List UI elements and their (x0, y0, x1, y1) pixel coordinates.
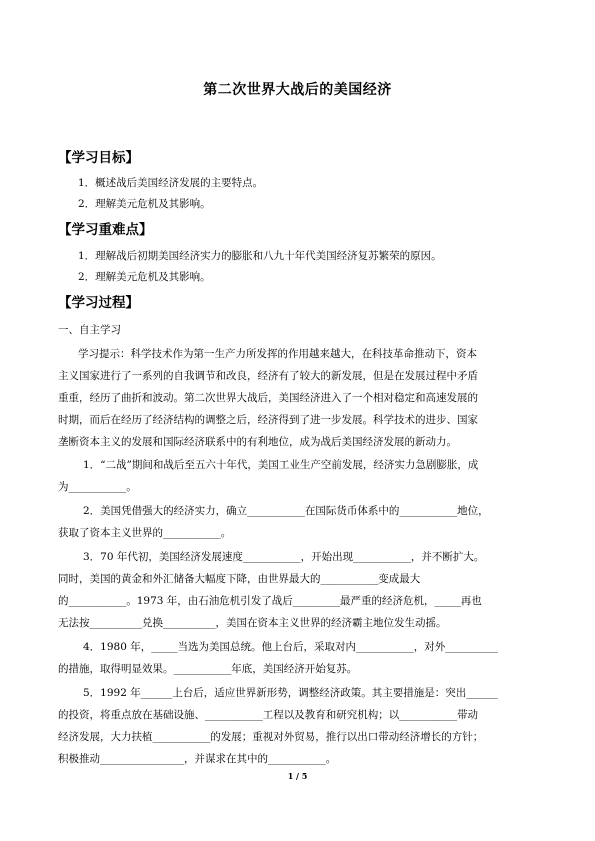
paragraph-line: 主义国家进行了一系列的自我调节和改良，经济有了较大的新发展，但是在发展过程中矛盾 (58, 370, 478, 382)
question-line: 无法按__________兑换__________，美国在资本主义世界的经济霸主地位发生动摇。 (58, 617, 447, 629)
question-line: 1．“二战”期间和战后至五六十年代，美国工业生产空前发展，经济实力急剧膨胀，成 (83, 459, 479, 471)
section-heading-key-points: 【学习重难点】 (58, 222, 153, 238)
question-line: 同时，美国的黄金和外汇储备大幅度下降，由世界最大的___________变成最大 (58, 573, 421, 585)
question-line: 为___________。 (58, 481, 137, 493)
question-line: 的___________。1973 年，由石油危机引发了战后_________最严重的经济危机，_____再也 (58, 595, 482, 607)
section-heading-process: 【学习过程】 (58, 295, 139, 311)
question-line: 经济发展，大力扶植___________的发展；重视对外贸易，推行以出口带动经济增长的方针； (58, 731, 484, 743)
process-subheading: 一、自主学习 (58, 324, 121, 336)
goal-item: 2．理解美元危机及其影响。 (78, 198, 211, 210)
key-point-item: 1．理解战后初期美国经济实力的膨胀和八九十年代美国经济复苏繁荣的原因。 (78, 250, 442, 262)
page-number: 1 / 5 (287, 771, 308, 781)
paragraph-line: 学习提示：科学技术作为第一生产力所发挥的作用越来越大，在科技革命推动下，资本 (78, 348, 477, 360)
question-line: 5．1992 年______上台后，适应世界新形势，调整经济政策。其主要措施是：突出______ (83, 687, 498, 699)
question-line: 积极推动________________，并谋求在其中的___________。 (58, 753, 337, 765)
question-line: 获取了资本主义世界的___________。 (58, 527, 232, 539)
key-point-item: 2．理解美元危机及其影响。 (78, 271, 211, 283)
paragraph-line: 时期，而后在经历了经济结构的调整之后，经济得到了进一步发展。科学技术的进步、国家 (58, 414, 478, 426)
page-title: 第二次世界大战后的美国经济 (203, 82, 392, 98)
question-line: 2．美国凭借强大的经济实力，确立___________在国际货币体系中的___________地位， (83, 505, 489, 517)
question-line: 3．70 年代初，美国经济发展速度___________，开始出现___________，并不断扩大。 (83, 551, 485, 563)
question-line: 的措施，取得明显效果。___________年底，美国经济开始复苏。 (58, 663, 358, 675)
question-line: 的投资，将重点放在基础设施、___________工程以及教育和研究机构；以___________带动 (58, 709, 478, 721)
goal-item: 1．概述战后美国经济发展的主要特点。 (78, 177, 264, 189)
section-heading-goals: 【学习目标】 (58, 150, 139, 166)
paragraph-line: 垄断资本主义的发展和国际经济联系中的有利地位，成为战后美国经济发展的新动力。 (58, 436, 457, 448)
question-line: 4．1980 年，_____当选为美国总统。他上台后，采取对内___________，对外__________ (83, 641, 498, 653)
paragraph-line: 重重，经历了曲折和波动。第二次世界大战后，美国经济进入了一个相对稳定和高速发展的 (58, 392, 478, 404)
